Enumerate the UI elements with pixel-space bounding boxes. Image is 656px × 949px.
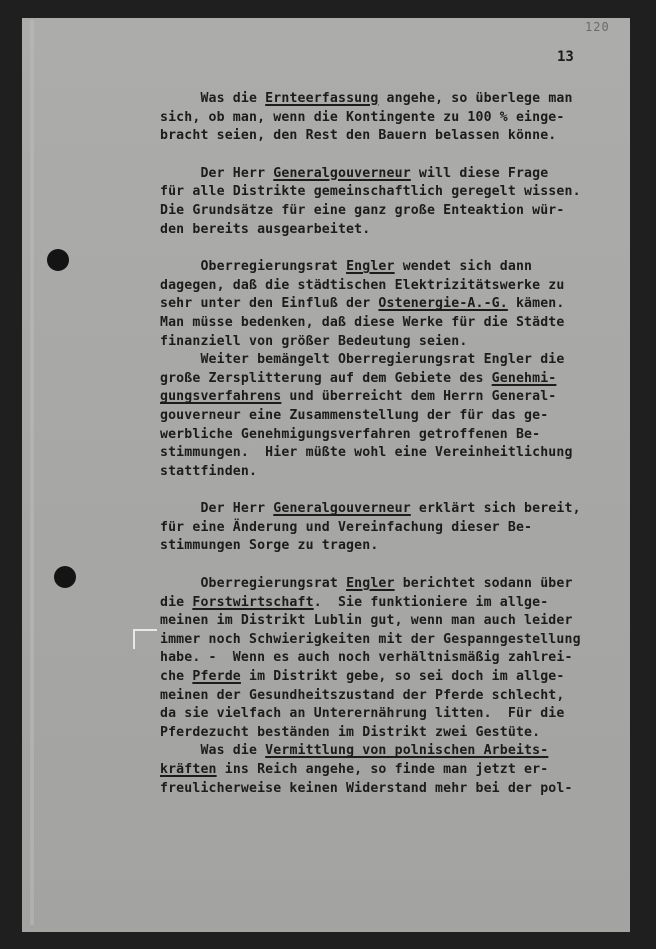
text-segment: Der Herr — [160, 501, 274, 517]
text-line — [160, 351, 620, 370]
text-line — [160, 314, 620, 333]
text-line — [160, 333, 620, 352]
text-segment: gouverneur eine Zusammenstellung der für das ge- — [160, 407, 549, 423]
paragraph — [160, 258, 620, 481]
paragraph-gap — [160, 481, 620, 500]
punch-hole-bottom — [54, 566, 76, 588]
text-segment: und überreicht dem Herrn General- — [281, 389, 557, 405]
text-line — [160, 575, 620, 594]
underlined-term: Forstwirtschaft — [192, 594, 314, 610]
text-line — [160, 221, 620, 240]
text-line — [160, 724, 620, 743]
text-segment: erklärt sich bereit, — [410, 501, 581, 517]
text-segment: angehe, so überlege man — [378, 91, 573, 106]
text-line — [160, 127, 620, 146]
text-segment: berichtet sodann über — [394, 576, 573, 592]
text-line — [160, 370, 620, 389]
text-line — [160, 687, 620, 706]
text-segment: ins Reich angehe, so finde man jetzt er- — [216, 762, 549, 777]
underlined-term: kräften — [160, 762, 217, 777]
text-line — [160, 444, 620, 463]
text-segment: sich, ob man, wenn die Kontingente zu 100 % einge- — [160, 109, 565, 125]
text-line — [160, 668, 620, 687]
text-line — [160, 258, 620, 277]
paragraph — [160, 500, 620, 556]
text-line — [160, 295, 620, 314]
underlined-term: Ernteerfassung — [265, 91, 379, 106]
underlined-term: gungsverfahrens — [160, 389, 282, 405]
text-segment: da sie vielfach an Unterernährung litten. Für die — [160, 706, 565, 722]
text-segment: sehr unter den Einfluß der — [160, 296, 379, 312]
text-segment: finanziell von größer Bedeutung seien. — [160, 333, 468, 349]
text-line — [160, 519, 620, 538]
text-line — [160, 202, 620, 221]
text-line — [160, 594, 620, 613]
text-line — [160, 407, 620, 426]
text-segment: meinen im Distrikt Lublin gut, wenn man auch leider — [160, 613, 573, 629]
text-segment: dagegen, daß die städtischen Elektrizitätswerke zu — [160, 277, 565, 293]
text-line — [160, 165, 620, 184]
text-segment: Der Herr — [160, 165, 274, 181]
text-line — [160, 388, 620, 407]
text-line — [160, 649, 620, 668]
text-segment: Pferdezucht beständen im Distrikt zwei Gestüte. — [160, 724, 541, 740]
text-line — [160, 705, 620, 724]
underlined-term: Vermittlung von polnischen Arbeits- — [265, 743, 549, 759]
text-segment: Oberregierungsrat — [160, 259, 347, 275]
page-number: 13 — [557, 49, 574, 65]
text-line — [160, 631, 620, 650]
paragraph — [160, 575, 620, 798]
text-line — [160, 537, 620, 556]
text-line — [160, 742, 620, 761]
text-segment: habe. - Wenn es auch noch verhältnismäßig zahlrei- — [160, 650, 573, 666]
text-segment: freulicherweise keinen Widerstand mehr bei der pol- — [160, 780, 573, 796]
text-line — [160, 500, 620, 519]
text-segment: will diese Frage — [410, 165, 549, 181]
text-line — [160, 90, 620, 109]
page-edge-shadow — [30, 20, 34, 925]
text-line — [160, 183, 620, 202]
text-segment: stimmungen Sorge zu tragen. — [160, 538, 379, 554]
text-line — [160, 780, 620, 799]
text-segment: den bereits ausgearbeitet. — [160, 221, 371, 237]
text-segment: die — [160, 594, 193, 610]
text-segment: stattfinden. — [160, 463, 258, 479]
text-segment: Was die — [160, 91, 266, 106]
text-segment: che — [160, 669, 193, 685]
text-segment: kämen. — [507, 296, 565, 312]
text-segment: große Zersplitterung auf dem Gebiete des — [160, 370, 492, 386]
paragraph-gap — [160, 146, 620, 165]
text-segment: für alle Distrikte gemeinschaftlich geregelt wissen. — [160, 184, 581, 200]
text-segment: im Distrikt gebe, so sei doch im allge- — [240, 669, 565, 685]
text-line — [160, 463, 620, 482]
underlined-term: Genehmi- — [491, 370, 557, 386]
text-line — [160, 426, 620, 445]
text-segment: wendet sich dann — [394, 259, 533, 275]
underlined-term: Generalgouverneur — [273, 165, 411, 181]
typewritten-body — [160, 90, 620, 798]
text-segment: stimmungen. Hier müßte wohl eine Vereinheitlichung — [160, 445, 573, 461]
text-segment: meinen der Gesundheitszustand der Pferde schlecht, — [160, 687, 565, 703]
punch-hole-top — [47, 249, 69, 271]
text-segment: Weiter bemängelt Oberregierungsrat Engler die — [160, 352, 565, 368]
paragraph-gap — [160, 556, 620, 575]
text-segment: Was die — [160, 743, 266, 759]
corner-bracket-mark — [133, 629, 157, 649]
underlined-term: Engler — [346, 576, 395, 592]
text-line — [160, 761, 620, 780]
text-segment: Man müsse bedenken, daß diese Werke für die Städte — [160, 314, 565, 330]
underlined-term: Pferde — [192, 669, 241, 685]
text-segment: bracht seien, den Rest den Bauern belassen könne. — [160, 128, 557, 144]
underlined-term: Generalgouverneur — [273, 501, 411, 517]
paragraph-gap — [160, 239, 620, 258]
text-segment: werbliche Genehmigungsverfahren getroffenen Be- — [160, 426, 541, 442]
text-line — [160, 277, 620, 296]
text-line — [160, 109, 620, 128]
underlined-term: Ostenergie-A.-G. — [378, 296, 508, 312]
text-segment: immer noch Schwierigkeiten mit der Gespanngestellung — [160, 631, 581, 647]
paragraph — [160, 90, 620, 146]
text-segment: Oberregierungsrat — [160, 576, 347, 592]
text-line — [160, 612, 620, 631]
text-segment: . Sie funktioniere im allge- — [313, 594, 549, 610]
text-segment: für eine Änderung und Vereinfachung dieser Be- — [160, 519, 533, 535]
underlined-term: Engler — [346, 259, 395, 275]
text-segment: Die Grundsätze für eine ganz große Enteaktion wür- — [160, 202, 565, 218]
pencil-note: 120 — [585, 20, 610, 34]
paragraph — [160, 165, 620, 239]
